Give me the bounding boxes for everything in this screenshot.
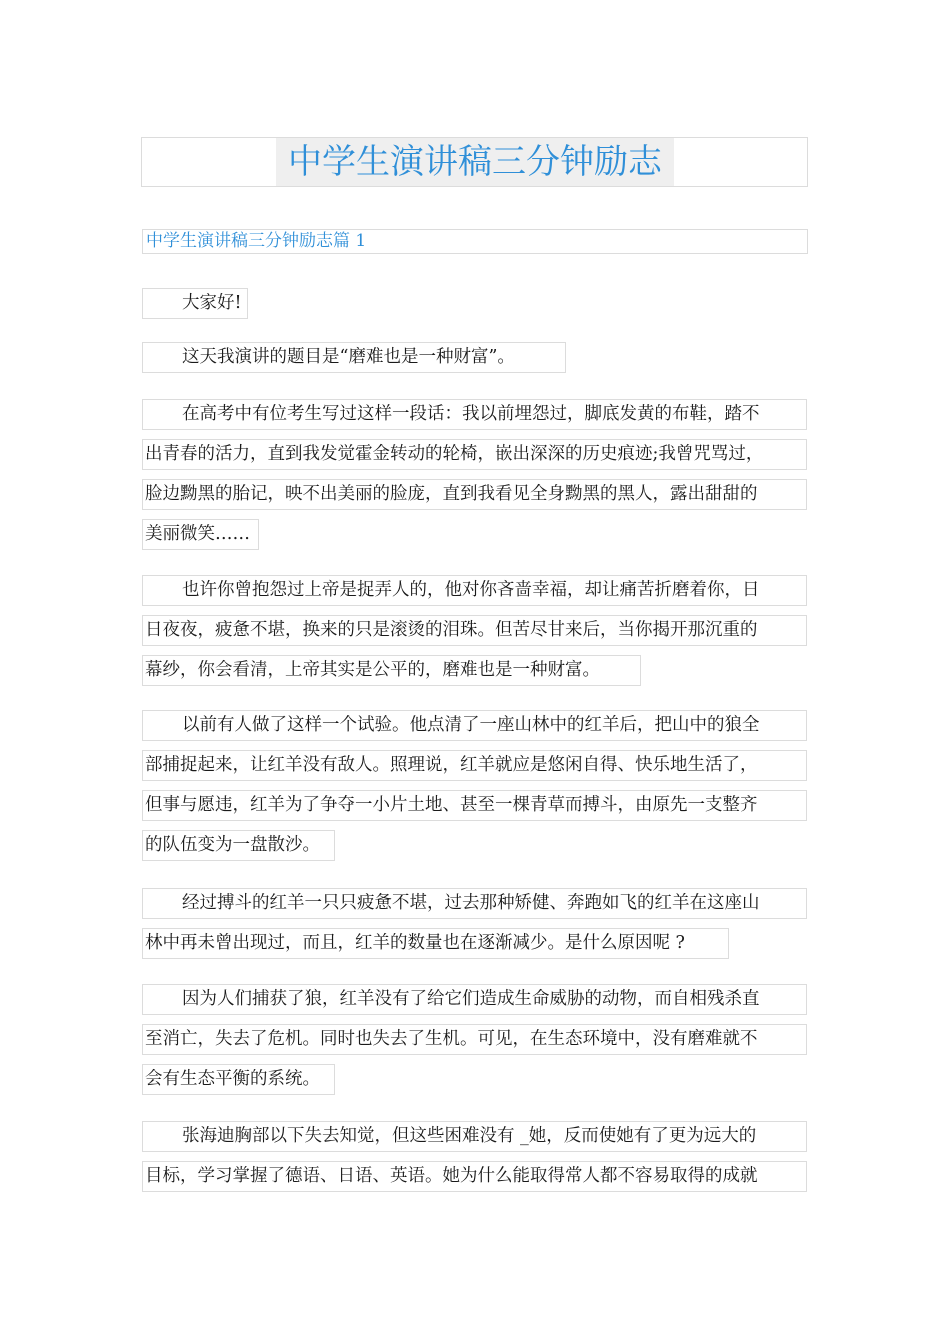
paragraph-line: 林中再未曾出现过，而且，红羊的数量也在逐渐减少。是什么原因呢 ? [142, 928, 729, 959]
paragraph-line: 日夜夜，疲惫不堪，换来的只是滚烫的泪珠。但苦尽甘来后，当你揭开那沉重的 [142, 615, 807, 646]
paragraph-line: 经过搏斗的红羊一只只疲惫不堪，过去那种矫健、奔跑如飞的红羊在这座山 [142, 888, 807, 919]
paragraph-greeting [142, 288, 807, 328]
paragraph-ecology [142, 984, 807, 1104]
document-title: 中学生演讲稿三分钟励志 [276, 138, 674, 186]
paragraph-line: 的队伍变为一盘散沙。 [142, 830, 335, 861]
paragraph-line: 在高考中有位考生写过这样一段话：我以前埋怨过，脚底发黄的布鞋，踏不 [142, 399, 807, 430]
paragraph-line: 大家好! [142, 288, 248, 319]
paragraph-experiment [142, 710, 807, 870]
paragraph-line: 出青春的活力，直到我发觉霍金转动的轮椅，嵌出深深的历史痕迹;我曾咒骂过， [142, 439, 807, 470]
section-heading: 中学生演讲稿三分钟励志篇 1 [142, 229, 808, 254]
paragraph-line: 张海迪胸部以下失去知觉，但这些困难没有 _她，反而使她有了更为远大的 [142, 1121, 807, 1152]
paragraph-exam-essay [142, 399, 807, 559]
paragraph-line: 目标，学习掌握了德语、日语、英语。她为什么能取得常人都不容易取得的成就 [142, 1161, 807, 1192]
paragraph-god-fair [142, 575, 807, 695]
paragraph-line: 部捕捉起来，让红羊没有敌人。照理说，红羊就应是悠闲自得、快乐地生活了， [142, 750, 807, 781]
paragraph-topic [142, 342, 807, 382]
paragraph-line: 至消亡，失去了危机。同时也失去了生机。可见，在生态环境中，没有磨难就不 [142, 1024, 807, 1055]
paragraph-line: 这天我演讲的题目是“磨难也是一种财富”。 [142, 342, 566, 373]
paragraph-line: 以前有人做了这样一个试验。他点清了一座山林中的红羊后，把山中的狼全 [142, 710, 807, 741]
paragraph-line: 会有生态平衡的系统。 [142, 1064, 335, 1095]
paragraph-line: 因为人们捕获了狼，红羊没有了给它们造成生命威胁的动物，而自相残杀直 [142, 984, 807, 1015]
paragraph-line: 脸边黝黑的胎记，映不出美丽的脸庞，直到我看见全身黝黑的黑人，露出甜甜的 [142, 479, 807, 510]
paragraph-zhang-haidi [142, 1121, 807, 1201]
paragraph-line: 幕纱，你会看清，上帝其实是公平的，磨难也是一种财富。 [142, 655, 641, 686]
paragraph-line: 但事与愿违，红羊为了争夺一小片土地、甚至一棵青草而搏斗，由原先一支整齐 [142, 790, 807, 821]
paragraph-red-sheep [142, 888, 807, 968]
paragraph-line: 也许你曾抱怨过上帝是捉弄人的，他对你吝啬幸福，却让痛苦折磨着你，日 [142, 575, 807, 606]
paragraph-line: 美丽微笑…… [142, 519, 259, 550]
